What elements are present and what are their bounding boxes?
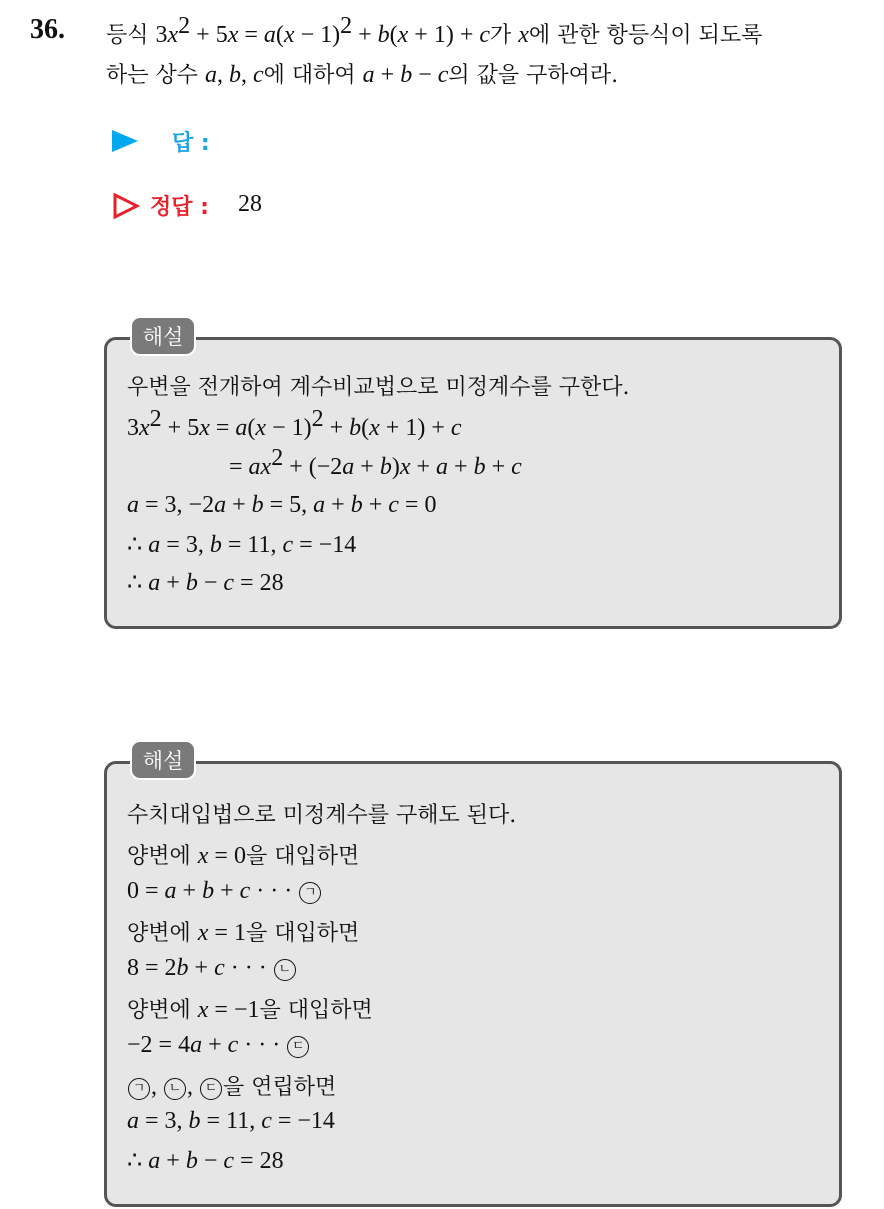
correct-answer-label: 정답 : xyxy=(150,195,209,220)
circled-digeut: ㄷ xyxy=(287,1036,309,1058)
solution2-line-10: ∴ a + b − c = 28 xyxy=(127,1148,284,1174)
solution2-line-3: 0 = a + b + c · · · ㄱ xyxy=(127,878,322,905)
solution1-line-1: 우변을 전개하여 계수비교법으로 미정계수를 구한다. xyxy=(127,375,630,400)
solution1-line-2: $3x^2 + 5x = a(x - 1)^2 + b(x + 1) + c$ xyxy=(127,406,462,441)
solution2-line-2: 양변에 x = 0을 대입하면 xyxy=(127,843,360,869)
answer-label: 답 : xyxy=(172,131,210,156)
circled-giyeok: ㄱ xyxy=(299,882,321,904)
solution1-line-4: a = 3, −2a + b = 5, a + b + c = 0 xyxy=(127,492,437,518)
solution1-line-6: ∴ a + b − c = 28 xyxy=(127,570,284,596)
solution2-line-4: 양변에 x = 1을 대입하면 xyxy=(127,920,360,946)
question-number: 36. xyxy=(30,14,65,45)
solution2-line-6: 양변에 x = −1을 대입하면 xyxy=(127,997,373,1023)
correct-answer-value: 28 xyxy=(238,191,262,217)
solution1-line-5: ∴ a = 3, b = 11, c = −14 xyxy=(127,532,357,558)
solution2-line-1: 수치대입법으로 미정계수를 구해도 된다. xyxy=(127,803,517,828)
outline-play-icon xyxy=(112,192,140,220)
question-line-1: 등식 $3x^2 + 5x = a(x - 1)^2 + b(x + 1) + c$가 x에 관한 항등식이 되도록 xyxy=(106,13,763,48)
solution-tag-1: 해설 xyxy=(130,316,196,356)
solution2-line-7: −2 = 4a + c · · · ㄷ xyxy=(127,1032,310,1059)
solution2-line-9: a = 3, b = 11, c = −14 xyxy=(127,1108,335,1134)
solution-box-2 xyxy=(104,761,842,1207)
question-line-2: 하는 상수 a, b, c에 대하여 a + b − c의 값을 구하여라. xyxy=(106,62,619,88)
solution1-line-3: = $ax^2 + (-2a + b)x + a + b + c$ xyxy=(229,445,522,480)
solution2-line-8: ㄱ , ㄴ , ㄷ 을 연립하면 xyxy=(127,1070,336,1101)
solution-box-1 xyxy=(104,337,842,629)
circled-nieun: ㄴ xyxy=(274,959,296,981)
solution-tag-2: 해설 xyxy=(130,740,196,780)
solution2-line-5: 8 = 2b + c · · · ㄴ xyxy=(127,955,297,982)
play-icon xyxy=(112,130,138,152)
